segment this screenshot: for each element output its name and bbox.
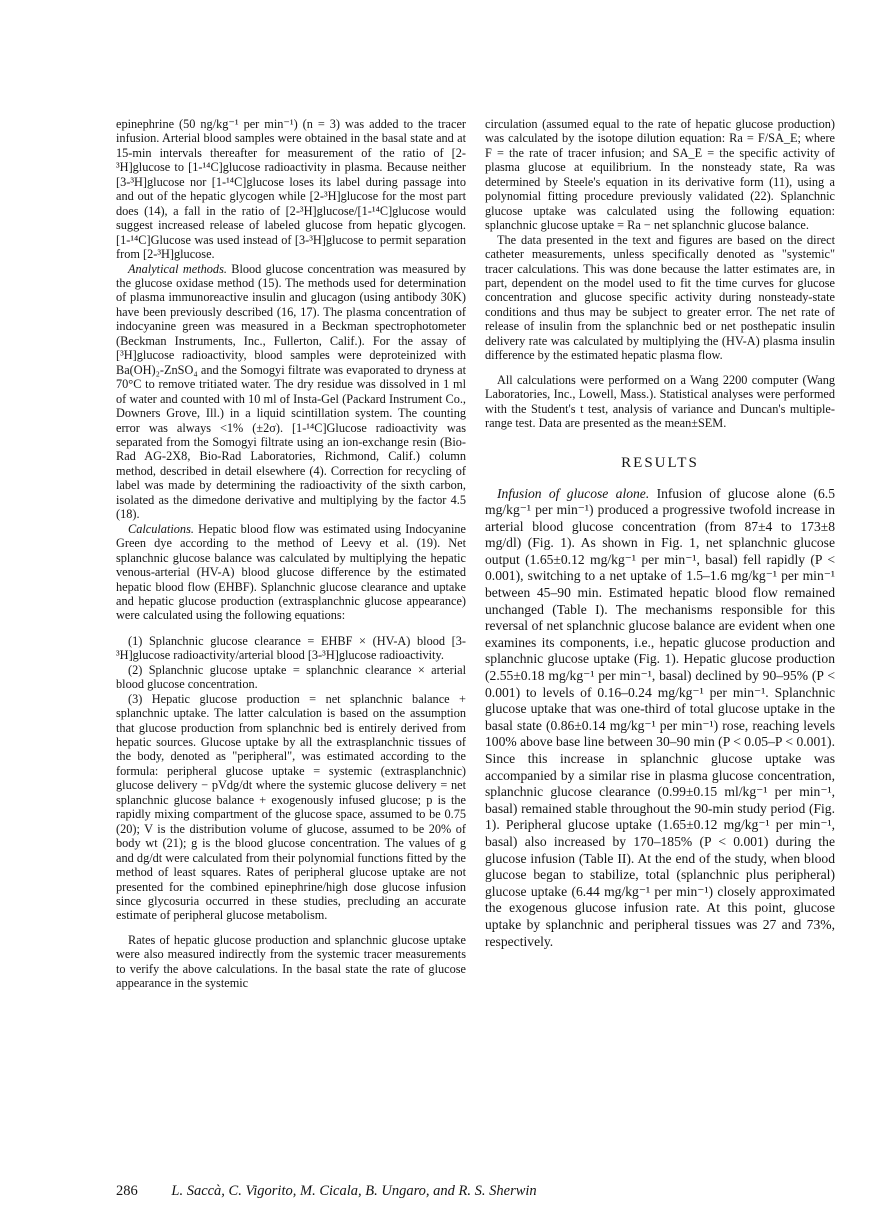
running-authors: L. Saccà, C. Vigorito, M. Cicala, B. Ungaro, and R. S. Sherwin [171,1183,537,1199]
left-column [116,117,466,991]
equation-1: (1) Splanchnic glucose clearance = EHBF × (HV-A) blood [3-³H]glucose radioactivity/arterial blood [3-³H]glucose radioactivity. [116,633,466,663]
subheading-calculations: Calculations. [128,521,194,536]
equation-3: (3) Hepatic glucose production = net splanchnic balance + splanchnic uptake. The latter calculation is based on the assumption that glucose production from splanchnic bed is entirely derived from hepatic sources. Glucose uptake by all the extrasplanchnic tissues of the body, denoted as "peripheral", was estimated according to the formula: peripheral glucose uptake = systemic (extrasplanchnic) glucose delivery − pVdg/dt where the systemic glucose delivery = net splanchnic glucose balance + exogenously infused glucose; p is the rapidly mixing compartment of the glucose space, assumed to be 0.75 (20); V is the distribution volume of glucose, assumed to be 20% of body wt (21); g is the blood glucose concentration. The values of g and dg/dt were calculated from their polynomial functions fitted by the method of least squares. Rates of peripheral glucose uptake are not presented for the combined epinephrine/high dose glucose infusion since glycosuria occurred in these studies, precluding an accurate estimate of peripheral glucose metabolism. [116,691,466,923]
subheading-glucose-alone: Infusion of glucose alone. [497,485,650,501]
paragraph-glucose-alone [485,486,835,951]
glucose-alone-body: Infusion of glucose alone (6.5 mg/kg⁻¹ per min⁻¹) produced a progressive twofold increase in arterial blood glucose concentration (from 87±4 to 173±8 mg/dl) (Fig. 1). As shown in Fig. 1, net splanchnic glucose output (1.65±0.12 mg/kg⁻¹ per min⁻¹, basal) fell rapidly (P < 0.001), switching to a net uptake of 1.5–1.6 mg/kg⁻¹ per min⁻¹ between 45–90 min. Estimated hepatic blood flow remained unchanged (Table I). The mechanisms responsible for this reversal of net splanchnic glucose balance are evident when one examines its components, i.e., hepatic glucose production and splanchnic glucose uptake (Fig. 1). Hepatic glucose production (2.55±0.18 mg/kg⁻¹ per min⁻¹, basal) declined by 90–95% (P < 0.001) to levels of 0.16–0.24 mg/kg⁻¹ per min⁻¹. Splanchnic glucose uptake that was one-third of total glucose uptake in the basal state (0.86±0.14 mg/kg⁻¹ per min⁻¹) rose, reaching levels 100% above base line between 30–90 min (P < 0.05–P < 0.001). Since this increase in splanchnic glucose uptake was accompanied by a similar rise in plasma glucose concentration, splanchnic glucose clearance (0.99±0.15 ml/kg⁻¹ per min⁻¹, basal) remained stable throughout the 90-min study period (Fig. 1). Peripheral glucose uptake (1.65±0.12 mg/kg⁻¹ per min⁻¹, basal) also increased by 170–185% (P < 0.001) during the glucose infusion (Table II). At the end of the study, when blood glucose began to stabilize, total (splanchnic plus peripheral) glucose uptake (6.44 mg/kg⁻¹ per min⁻¹) closely approximated the exogenous glucose infusion rate. At this point, glucose uptake by splanchnic and peripheral tissues was 27 and 73%, respectively. [485,485,836,949]
right-column [485,117,835,950]
paragraph-indirect-measurement: Rates of hepatic glucose production and splanchnic glucose uptake were also measured indirectly from the systemic tracer measurements to verify the above calculations. In the basal state the rate of glucose appearance in the systemic [116,932,466,991]
paragraph-isotope-dilution: circulation (assumed equal to the rate of hepatic glucose production) was calculated by the isotope dilution equation: Ra = F/SA_E; where F = the rate of tracer infusion; and SA_E = the specific activity of plasma glucose at equilibrium. In the nonsteady state, Ra was determined by Steele's equation in its derivative form (11), using a polynomial fitting procedure previously validated (22). Splanchnic glucose uptake was calculated using the following equation: splanchnic glucose uptake = Ra − net splanchnic glucose balance. [485,117,835,233]
paragraph-statistics: All calculations were performed on a Wang 2200 computer (Wang Laboratories, Inc., Lowell, Mass.). Statistical analyses were performed with the Student's t test, analysis of variance and Duncan's multiple-range test. Data are presented as the mean±SEM. [485,372,835,431]
paragraph-tracer: epinephrine (50 ng/kg⁻¹ per min⁻¹) (n = 3) was added to the tracer infusion. Arterial blood samples were obtained in the basal state and at 15-min intervals thereafter for measurement of the ratio of [2-³H]glucose to [1-¹⁴C]glucose radioactivity in plasma. Because neither [3-³H]glucose nor [1-¹⁴C]glucose loses its label during passage into and out of the hepatic glycogen while [2-³H]glucose for the most part does (14), a fall in the ratio of [2-³H]glucose/[1-¹⁴C]glucose would suggest increased release of labeled glucose from hepatic glycogen. [1-¹⁴C]Glucose was used instead of [3-³H]glucose to permit separation from [2-³H]glucose. [116,117,466,262]
section-heading-results: RESULTS [621,454,699,471]
subheading-analytical-methods: Analytical methods. [128,261,227,276]
analytical-methods-body: Blood glucose concentration was measured by the glucose oxidase method (15). The methods used for determination of plasma immunoreactive insulin and glucagon (using antibody 30K) have been previously described (16, 17). The plasma concentration of indocyanine green was measured in a Beckman spectrophotometer (Beckman Instruments, Inc., Fullerton, Calif.). For the assay of [³H]glucose radioactivity, blood samples were deproteinized with Ba(OH)₂-ZnSO₄ and the Somogyi filtrate was evaporated to dryness at 70°C to remove tritiated water. The dry residue was dissolved in 1 ml of water and counted with 10 ml of Insta-Gel (Packard Instrument Co., Downers Grove, Ill.) in a liquid scintillation system. The counting error was always <1% (±2σ). [1-¹⁴C]Glucose radioactivity was separated from the Somogyi filtrate using an ion-exchange resin (Bio-Rad AG-2X8, Bio-Rad Laboratories, Richmond, Calif.) column method, described in detail elsewhere (4). Correction for recycling of label was made by determining the radioactivity of the sixth carbon, isolated as the dimedone derivative and multiplying by the factor 4.5 (18). [116,261,466,522]
page-number: 286 [116,1183,138,1199]
calculations-body: Hepatic blood flow was estimated using Indocyanine Green dye according to the method of Leevy et al. (19). Net splanchnic glucose balance was calculated by multiplying the hepatic venous-arterial (HV-A) blood glucose difference by the estimated hepatic blood flow (EHBF). Splanchnic glucose clearance and uptake and hepatic glucose production (extrasplanchnic glucose appearance) were calculated using the following equations: [116,521,466,623]
paragraph-data-presented: The data presented in the text and figures are based on the direct catheter measurements, unless specifically denoted as "systemic" tracer calculations. This was done because the latter estimates are, in part, dependent on the model used to fit the time curves for glucose concentration and glucose specific activity during nonsteady-state conditions and thus may be subject to greater error. The net rate of release of insulin from the splanchnic bed or net posthepatic insulin delivery rate was calculated by multiplying the (HV-A) plasma insulin difference by the estimated hepatic plasma flow. [485,232,835,363]
page-footer [116,1183,836,1200]
paragraph-analytical-methods [116,262,466,522]
equation-2: (2) Splanchnic glucose uptake = splanchnic clearance × arterial blood glucose concentration. [116,662,466,692]
paragraph-calculations [116,522,466,623]
